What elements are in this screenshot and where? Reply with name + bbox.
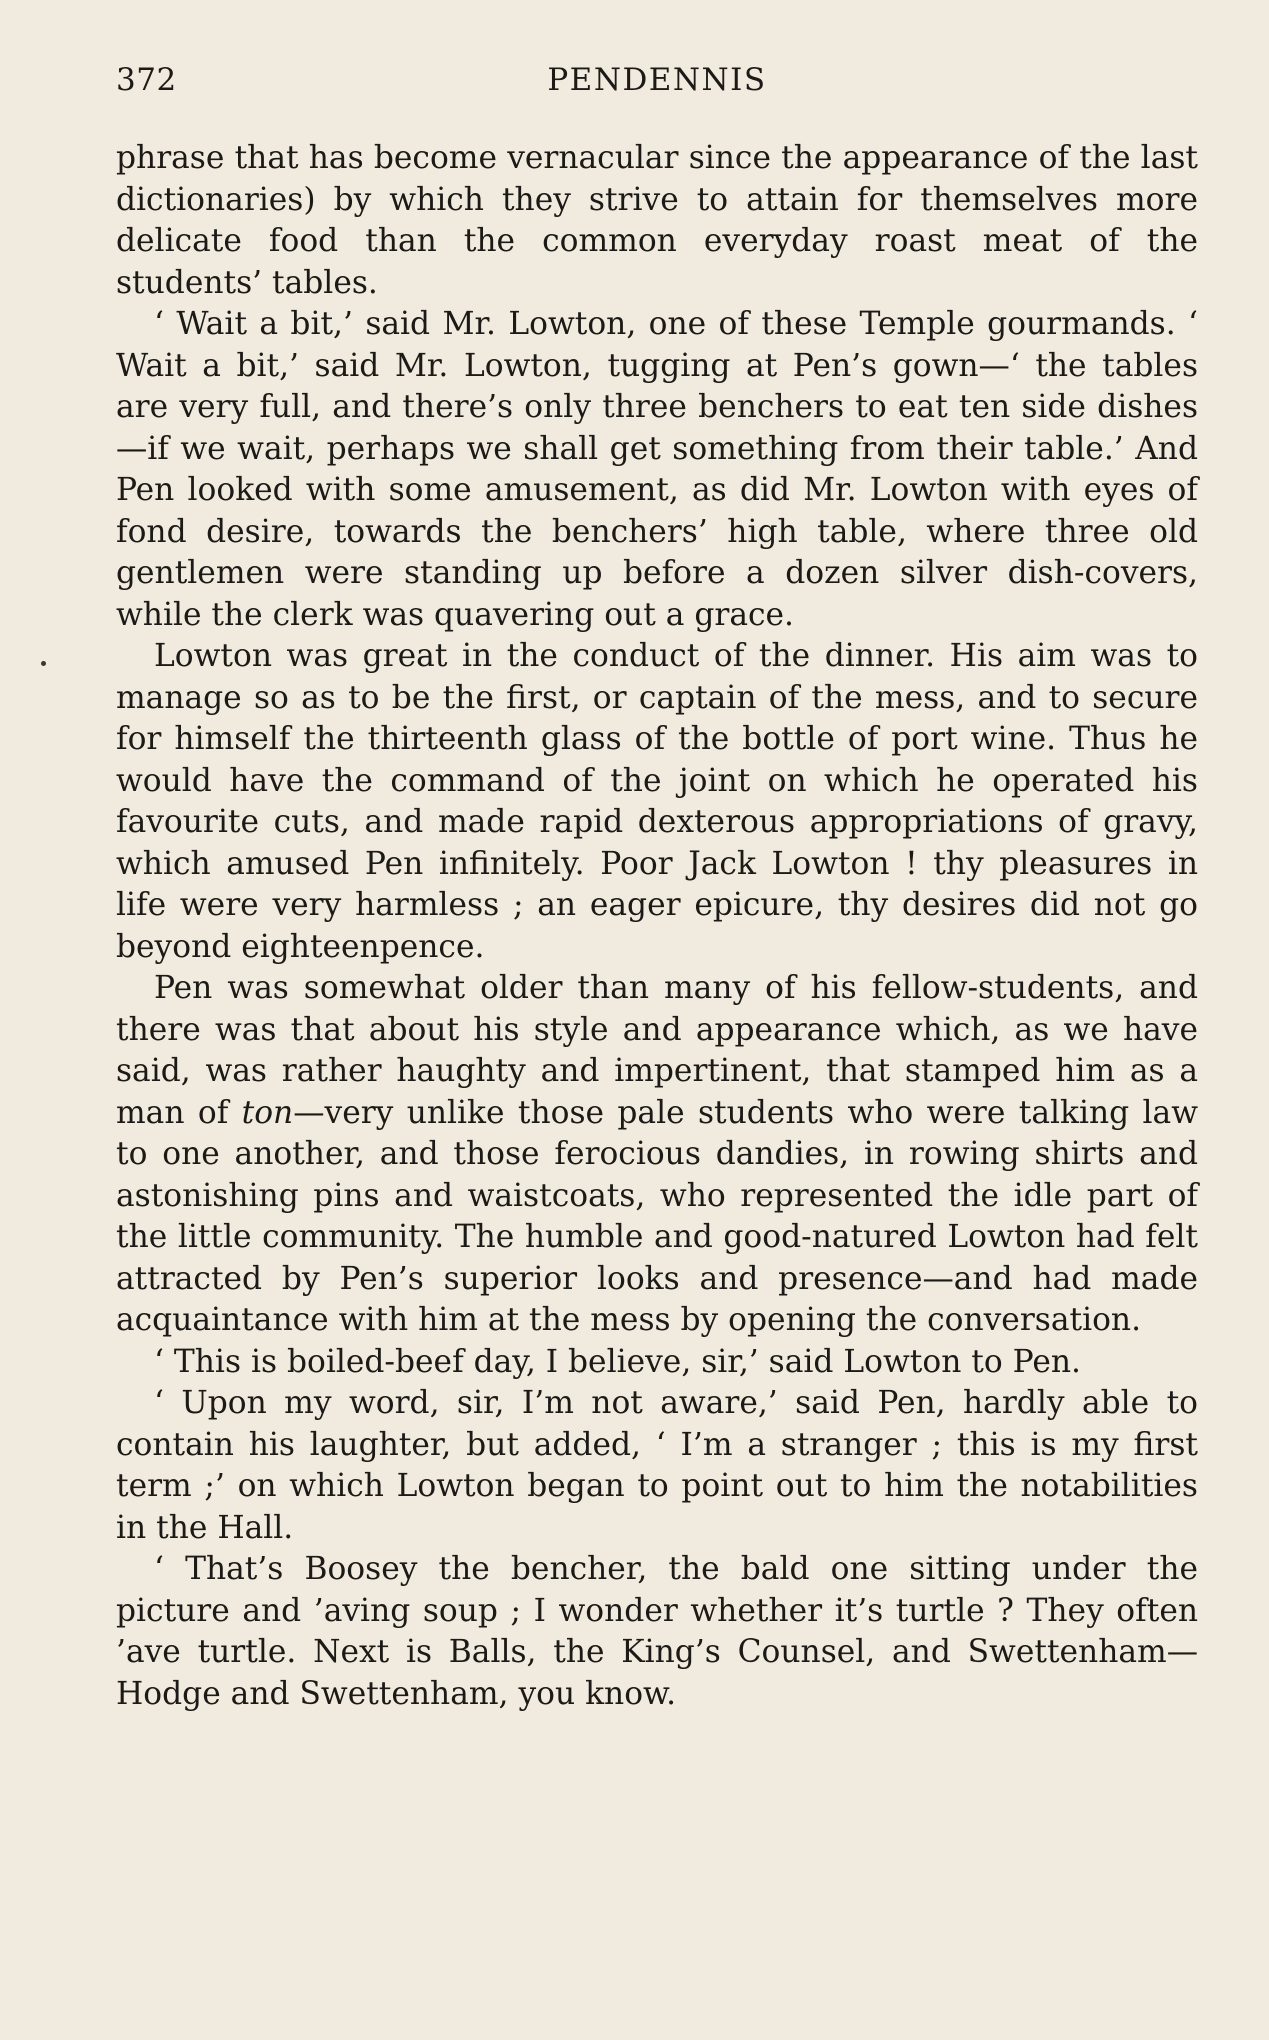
paragraph-continued: phrase that has become vernacular since the appearance of the last dictionaries) by which they strive to attain for themselves more delicate food than the common everyday roast meat of the students’ tables.: [116, 140, 1198, 301]
paragraph: Lowton was great in the conduct of the dinner. His aim was to manage so as to be the first, or captain of the mess, and to secure for himself the thirteenth glass of the bottle of port wine. Thus he would have the command of the joint on which he operated his favourite cuts, and made rapid dexterous appropriations of gravy, which amused Pen infinitely. Poor Jack Lowton ! thy pleasures in life were very harmless ; an eager epicure, thy desires did not go beyond eighteenpence.: [116, 638, 1198, 965]
paragraph: ‘ This is boiled-beef day, I believe, sir,’ said Lowton to Pen.: [154, 1343, 1081, 1380]
running-title: PENDENNIS: [547, 62, 767, 98]
paragraph: [116, 968, 1198, 1342]
paragraph: ‘ That’s Boosey the bencher, the bald one sitting under the picture and ’aving soup ; I wonder whether it’s turtle ? They often ’ave turtle. Next is Balls, the King’s Counsel, and Swettenham—Hodge and Swettenham, you know.: [116, 1551, 1198, 1712]
body-text: [116, 138, 1198, 1715]
italic-word: ton: [241, 1094, 294, 1131]
page-header: [116, 62, 1198, 106]
paragraph: ‘ Upon my word, sir, I’m not aware,’ said Pen, hardly able to contain his laughter, but added, ‘ I’m a stranger ; this is my first term ;’ on which Lowton began to point out to him the notabilities in the Hall.: [116, 1385, 1198, 1546]
page-number: 372: [116, 62, 177, 98]
paragraph-text: Pen was somewhat older than many of his fellow-students, and there was that about his style and appearance which, as we have said, was rather haughty and impertinent, that stamped him as a man of: [116, 970, 1198, 1131]
paragraph: ‘ Wait a bit,’ said Mr. Lowton, one of these Temple gourmands. ‘ Wait a bit,’ said Mr. Lowton, tugging at Pen’s gown—‘ the tables are very full, and there’s only three benchers to eat ten side dishes—if we wait, perhaps we shall get something from their table.’ And Pen looked with some amusement, as did Mr. Lowton with eyes of fond desire, towards the benchers’ high table, where three old gentlemen were standing up before a dozen silver dish-covers, while the clerk was quavering out a grace.: [116, 306, 1198, 633]
paragraph-text: —very unlike those pale students who were talking law to one another, and those ferocious dandies, in rowing shirts and astonishing pins and waistcoats, who represented the idle part of the little community. The humble and good-natured Lowton had felt attracted by Pen’s superior looks and presence—and had made acquaintance with him at the mess by opening the conversation.: [116, 1094, 1198, 1338]
margin-speck: [41, 661, 46, 666]
